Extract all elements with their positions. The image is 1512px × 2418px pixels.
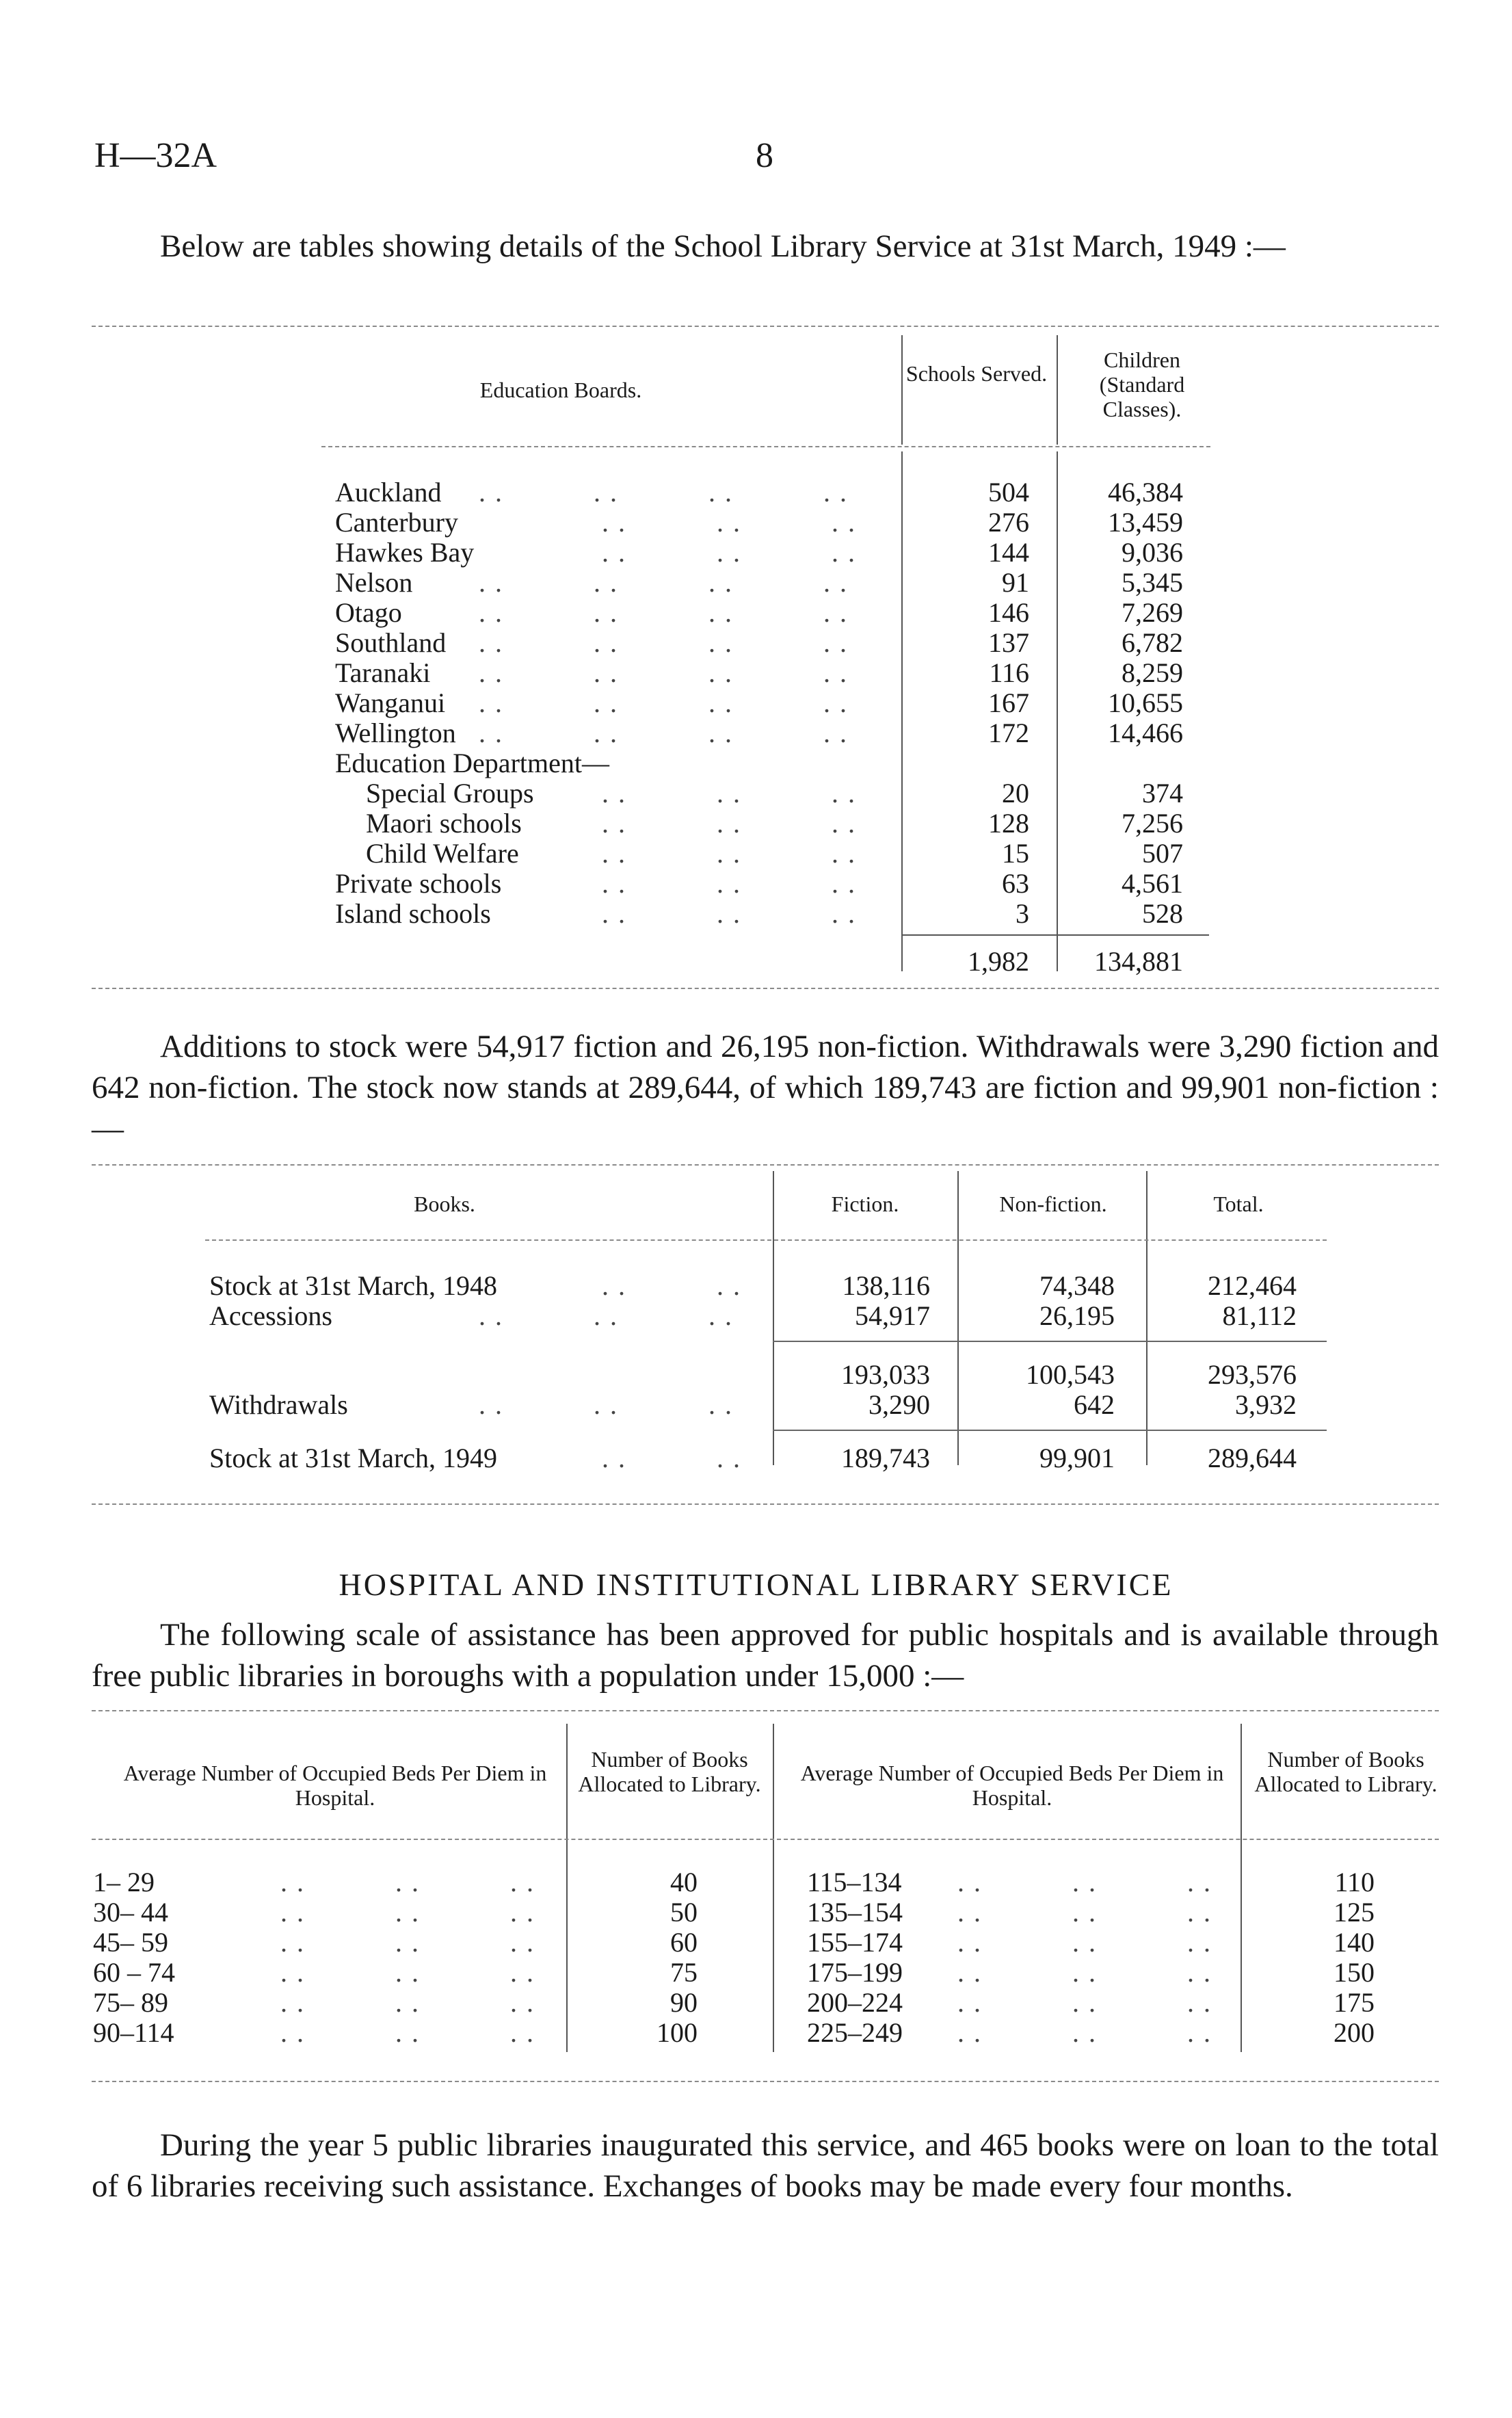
schools-table-top-rule xyxy=(92,326,1439,327)
document-reference: H—32A xyxy=(94,136,217,175)
hospital-beds-right: 155–174 xyxy=(807,1927,903,1958)
school-row-served: 144 xyxy=(988,537,1029,568)
leader-dots: .. .. .. xyxy=(280,2017,543,2048)
school-row-children: 528 xyxy=(1142,898,1183,929)
leader-dots: .. .. .. xyxy=(602,898,864,929)
leader-dots: .. .. .. xyxy=(957,2017,1220,2048)
school-row-name: Auckland xyxy=(335,477,442,508)
hospital-header-beds-left: Average Number of Occupied Beds Per Diem in Hospital. xyxy=(123,1761,547,1810)
school-row-name: Hawkes Bay xyxy=(335,537,475,568)
school-row-name: Southland xyxy=(335,627,447,658)
hospital-divider-1 xyxy=(566,1724,568,2052)
leader-dots: .. .. .. xyxy=(280,1867,543,1897)
hospital-books-left: 40 xyxy=(670,1867,698,1897)
leader-dots: .. .. .. xyxy=(479,1389,741,1420)
school-row-name: Private schools xyxy=(335,868,502,899)
schools-header-served: Schools Served. xyxy=(905,361,1048,386)
school-row-served: 172 xyxy=(988,718,1029,748)
stock-row-label: Withdrawals xyxy=(209,1389,348,1420)
hospital-table-top-rule xyxy=(92,1710,1439,1711)
hospital-beds-left: 30– 44 xyxy=(93,1897,168,1928)
hospital-books-right: 200 xyxy=(1334,2017,1375,2048)
leader-dots: .. .. .. xyxy=(479,1300,741,1331)
hospital-beds-left: 45– 59 xyxy=(93,1927,168,1958)
school-row-served: 91 xyxy=(1002,567,1029,598)
leader-dots: .. .. .. xyxy=(602,838,864,869)
hospital-beds-right: 135–154 xyxy=(807,1897,903,1928)
hospital-beds-right: 115–134 xyxy=(807,1867,902,1897)
stock-row-nonfiction: 26,195 xyxy=(1039,1300,1115,1331)
school-row-name: Nelson xyxy=(335,567,413,598)
school-row-served: 3 xyxy=(1016,898,1029,929)
school-row-served: 63 xyxy=(1002,868,1029,899)
hospital-beds-left: 90–114 xyxy=(93,2017,174,2048)
leader-dots: .. .. .. xyxy=(280,1987,543,2018)
school-row-served: 504 xyxy=(988,477,1029,508)
leader-dots: .. .. .. xyxy=(602,808,864,839)
stock-divider-2 xyxy=(957,1171,959,1465)
hospital-header-books-left: Number of Books Allocated to Library. xyxy=(578,1747,761,1796)
school-row-name: Child Welfare xyxy=(366,838,519,869)
stock-row-fiction: 3,290 xyxy=(868,1389,930,1420)
leader-dots: .. .. .. .. xyxy=(479,627,856,658)
school-row-children: 10,655 xyxy=(1108,687,1183,718)
stock-header-fiction: Fiction. xyxy=(831,1192,899,1216)
school-row-served: 146 xyxy=(988,597,1029,628)
stock-row-nonfiction: 74,348 xyxy=(1039,1270,1115,1301)
stock-divider-3 xyxy=(1146,1171,1148,1465)
stock-row-nonfiction: 99,901 xyxy=(1039,1443,1115,1473)
hospital-books-left: 75 xyxy=(670,1957,698,1988)
school-row-children: 7,256 xyxy=(1122,808,1183,839)
leader-dots: .. .. .. .. xyxy=(479,477,856,508)
schools-divider-1 xyxy=(901,335,903,445)
stock-final-rule xyxy=(773,1430,1327,1431)
schools-body-divider-1 xyxy=(901,451,903,971)
stock-row-fiction: 193,033 xyxy=(841,1359,930,1390)
school-row-name: Special Groups xyxy=(366,778,534,809)
leader-dots: .. .. .. xyxy=(280,1927,543,1958)
hospital-beds-right: 175–199 xyxy=(807,1957,903,1988)
schools-table-bottom-rule xyxy=(92,988,1439,989)
closing-paragraph: During the year 5 public libraries inaugurated this service, and 465 books were on loan to the total of 6 libraries receiving such assistance. Exchanges of books may be made every four months. xyxy=(92,2127,1439,2204)
school-row-children: 46,384 xyxy=(1108,477,1183,508)
school-row-name: Taranaki xyxy=(335,657,431,688)
school-row-name: Education Department— xyxy=(335,748,609,778)
stock-subtotal-rule xyxy=(773,1341,1327,1342)
school-row-name: Wanganui xyxy=(335,687,446,718)
leader-dots: .. .. .. .. xyxy=(479,718,856,748)
hospital-books-right: 175 xyxy=(1334,1987,1375,2018)
school-row-children: 14,466 xyxy=(1108,718,1183,748)
hospital-beds-right: 225–249 xyxy=(807,2017,903,2048)
intro-paragraph: Below are tables showing details of the School Library Service at 31st March, 1949 :— xyxy=(160,228,1286,264)
school-row-served: 276 xyxy=(988,507,1029,538)
stock-table-bottom-rule xyxy=(92,1503,1439,1505)
leader-dots: .. .. .. xyxy=(957,1897,1220,1928)
schools-header-children: Children (Standard Classes). xyxy=(1099,347,1185,421)
hospital-beds-left: 60 – 74 xyxy=(93,1957,175,1988)
hospital-books-left: 90 xyxy=(670,1987,698,2018)
stock-row-total: 212,464 xyxy=(1208,1270,1297,1301)
stock-row-fiction: 54,917 xyxy=(855,1300,930,1331)
stock-table-top-rule xyxy=(92,1164,1439,1166)
hospital-books-left: 50 xyxy=(670,1897,698,1928)
school-row-served: 15 xyxy=(1002,838,1029,869)
hospital-beds-right: 200–224 xyxy=(807,1987,903,2018)
school-row-children: 7,269 xyxy=(1122,597,1183,628)
school-row-name: Island schools xyxy=(335,898,491,929)
stock-row-total: 81,112 xyxy=(1222,1300,1297,1331)
hospital-header-beds-right: Average Number of Occupied Beds Per Diem in Hospital. xyxy=(800,1761,1224,1810)
hospital-table-bottom-rule xyxy=(92,2081,1439,2082)
hospital-books-right: 110 xyxy=(1334,1867,1375,1897)
school-row-served: 128 xyxy=(988,808,1029,839)
leader-dots: .. .. .. xyxy=(280,1897,543,1928)
leader-dots: .. .. .. .. xyxy=(479,657,856,688)
stock-row-fiction: 189,743 xyxy=(841,1443,930,1473)
hospital-beds-left: 75– 89 xyxy=(93,1987,168,2018)
schools-body-divider-2 xyxy=(1057,451,1058,971)
hospital-beds-left: 1– 29 xyxy=(93,1867,155,1897)
leader-dots: .. .. .. xyxy=(957,1927,1220,1958)
school-row-children: 374 xyxy=(1142,778,1183,809)
hospital-books-right: 125 xyxy=(1334,1897,1375,1928)
schools-header-rule xyxy=(321,446,1210,447)
hospital-heading: HOSPITAL AND INSTITUTIONAL LIBRARY SERVICE xyxy=(339,1567,1173,1602)
leader-dots: .. .. .. xyxy=(602,507,864,538)
stock-row-total: 293,576 xyxy=(1208,1359,1297,1390)
stock-row-total: 3,932 xyxy=(1235,1389,1297,1420)
stock-row-label: Stock at 31st March, 1948 xyxy=(209,1270,498,1301)
leader-dots: .. .. .. .. xyxy=(479,687,856,718)
hospital-books-right: 140 xyxy=(1334,1927,1375,1958)
school-row-name: Maori schools xyxy=(366,808,522,839)
school-row-name: Canterbury xyxy=(335,507,458,538)
leader-dots: .. .. .. xyxy=(602,537,864,568)
leader-dots: .. .. .. .. xyxy=(479,567,856,598)
schools-total-served: 1,982 xyxy=(968,946,1029,977)
school-row-children: 507 xyxy=(1142,838,1183,869)
stock-paragraph: Additions to stock were 54,917 fiction and 26,195 non-fiction. Withdrawals were 3,290 fiction and 642 non-fiction. The stock now stands at 289,644, of which 189,743 are fiction and 99,901 non-fiction :— xyxy=(92,1029,1439,1146)
school-row-name: Wellington xyxy=(335,718,456,748)
schools-divider-2 xyxy=(1057,335,1058,445)
stock-header-nonfiction: Non-fiction. xyxy=(999,1192,1107,1216)
leader-dots: .. .. .. xyxy=(280,1957,543,1988)
hospital-divider-3 xyxy=(1241,1724,1242,2052)
hospital-books-left: 100 xyxy=(656,2017,698,2048)
hospital-books-left: 60 xyxy=(670,1927,698,1958)
stock-divider-1 xyxy=(773,1171,774,1465)
leader-dots: .. .. .. xyxy=(957,1957,1220,1988)
leader-dots: .. .. .. xyxy=(602,868,864,899)
leader-dots: .. .. xyxy=(602,1443,750,1473)
hospital-books-right: 150 xyxy=(1334,1957,1375,1988)
leader-dots: .. .. xyxy=(602,1270,750,1301)
school-row-children: 13,459 xyxy=(1108,507,1183,538)
stock-row-nonfiction: 642 xyxy=(1074,1389,1115,1420)
stock-row-label: Stock at 31st March, 1949 xyxy=(209,1443,498,1473)
leader-dots: .. .. .. xyxy=(957,1987,1220,2018)
hospital-divider-2 xyxy=(773,1724,774,2052)
schools-total-rule xyxy=(901,934,1209,936)
stock-header-books: Books. xyxy=(414,1192,475,1216)
stock-header-rule xyxy=(205,1239,1327,1241)
school-row-served: 167 xyxy=(988,687,1029,718)
school-row-served: 116 xyxy=(989,657,1029,688)
schools-header-boards: Education Boards. xyxy=(479,378,642,402)
hospital-paragraph: The following scale of assistance has been approved for public hospitals and is available through free public libraries in boroughs with a population under 15,000 :— xyxy=(92,1617,1439,1694)
leader-dots: .. .. .. xyxy=(957,1867,1220,1897)
leader-dots: .. .. .. .. xyxy=(479,597,856,628)
stock-row-label: Accessions xyxy=(209,1300,332,1331)
stock-row-fiction: 138,116 xyxy=(842,1270,930,1301)
school-row-served: 137 xyxy=(988,627,1029,658)
leader-dots: .. .. .. xyxy=(602,778,864,809)
school-row-children: 5,345 xyxy=(1122,567,1183,598)
hospital-header-rule xyxy=(92,1839,1439,1840)
hospital-header-books-right: Number of Books Allocated to Library. xyxy=(1254,1747,1437,1796)
school-row-children: 9,036 xyxy=(1122,537,1183,568)
school-row-served: 20 xyxy=(1002,778,1029,809)
schools-total-children: 134,881 xyxy=(1094,946,1183,977)
stock-row-total: 289,644 xyxy=(1208,1443,1297,1473)
school-row-children: 4,561 xyxy=(1122,868,1183,899)
page-number: 8 xyxy=(756,136,773,175)
stock-header-total: Total. xyxy=(1213,1192,1264,1216)
school-row-children: 8,259 xyxy=(1122,657,1183,688)
stock-row-nonfiction: 100,543 xyxy=(1026,1359,1115,1390)
school-row-children: 6,782 xyxy=(1122,627,1183,658)
school-row-name: Otago xyxy=(335,597,402,628)
